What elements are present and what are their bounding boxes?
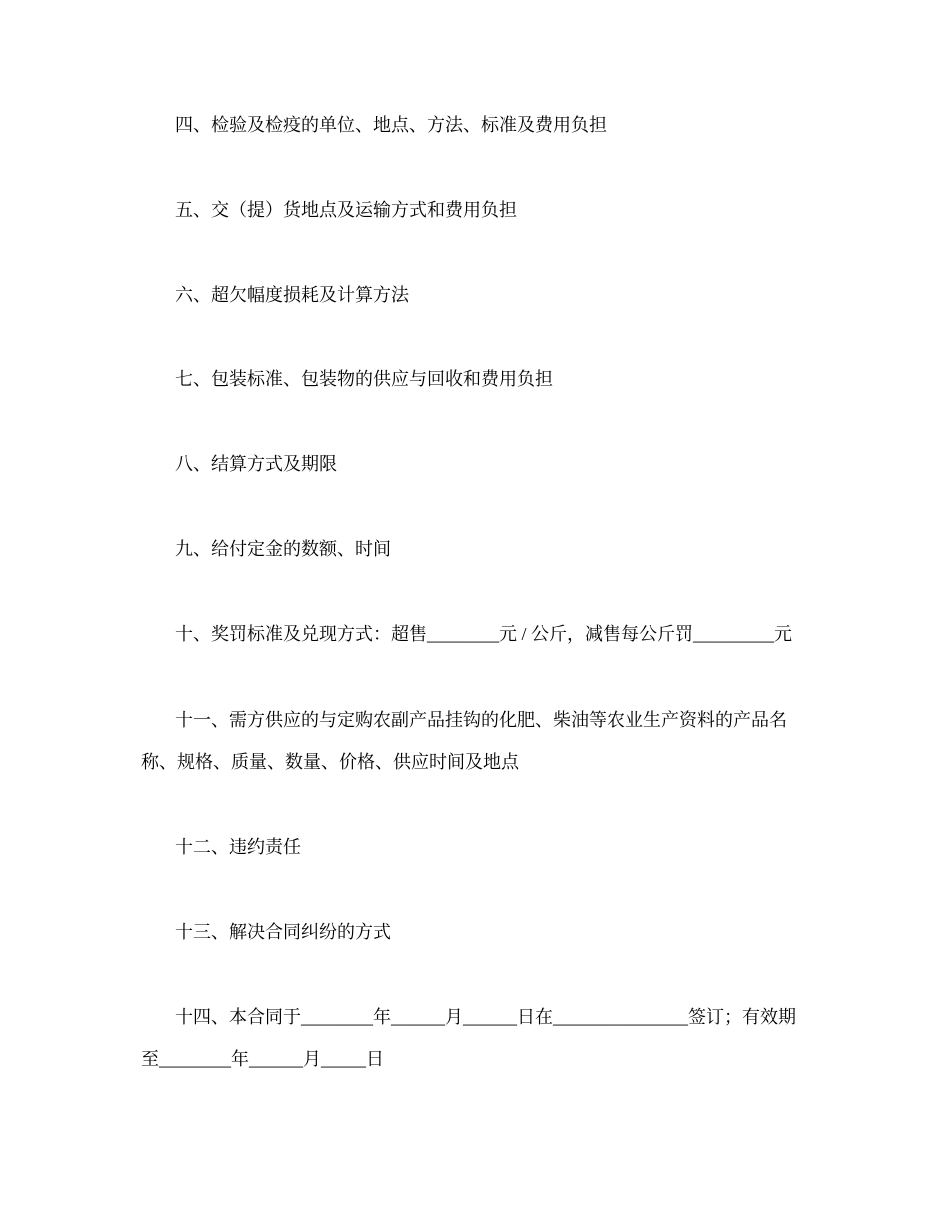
clause-5	[141, 199, 821, 241]
clause-line: 五、交（提）货地点及运输方式和费用负担	[175, 200, 517, 220]
clause-12	[141, 836, 821, 878]
clause-line: 称、规格、质量、数量、价格、供应时间及地点	[141, 752, 519, 772]
clause-10	[141, 623, 821, 665]
clause-4	[141, 114, 821, 156]
clause-line: 十、奖罚标准及兑现方式：超售________元 / 公斤，减售每公斤罚_________元	[175, 624, 792, 644]
clause-line: 十三、解决合同纠纷的方式	[175, 922, 391, 942]
clause-11	[141, 709, 821, 793]
clause-line: 至________年______月_____日	[141, 1049, 384, 1069]
clause-line: 十一、需方供应的与定购农副产品挂钩的化肥、柴油等农业生产资料的产品名	[175, 710, 787, 730]
clause-7	[141, 368, 821, 410]
clause-6	[141, 284, 821, 326]
clause-line: 九、给付定金的数额、时间	[175, 539, 391, 559]
clause-line: 六、超欠幅度损耗及计算方法	[175, 285, 409, 305]
clause-line: 四、检验及检疫的单位、地点、方法、标准及费用负担	[175, 115, 607, 135]
clause-14	[141, 1006, 821, 1090]
clause-line: 八、结算方式及期限	[175, 454, 337, 474]
clause-13	[141, 921, 821, 963]
clause-line: 十二、违约责任	[175, 837, 301, 857]
clause-line: 七、包装标准、包装物的供应与回收和费用负担	[175, 369, 553, 389]
clause-line: 十四、本合同于________年______月______日在_______________签订；有效期	[175, 1007, 796, 1027]
clause-9	[141, 538, 821, 580]
clause-8	[141, 453, 821, 495]
